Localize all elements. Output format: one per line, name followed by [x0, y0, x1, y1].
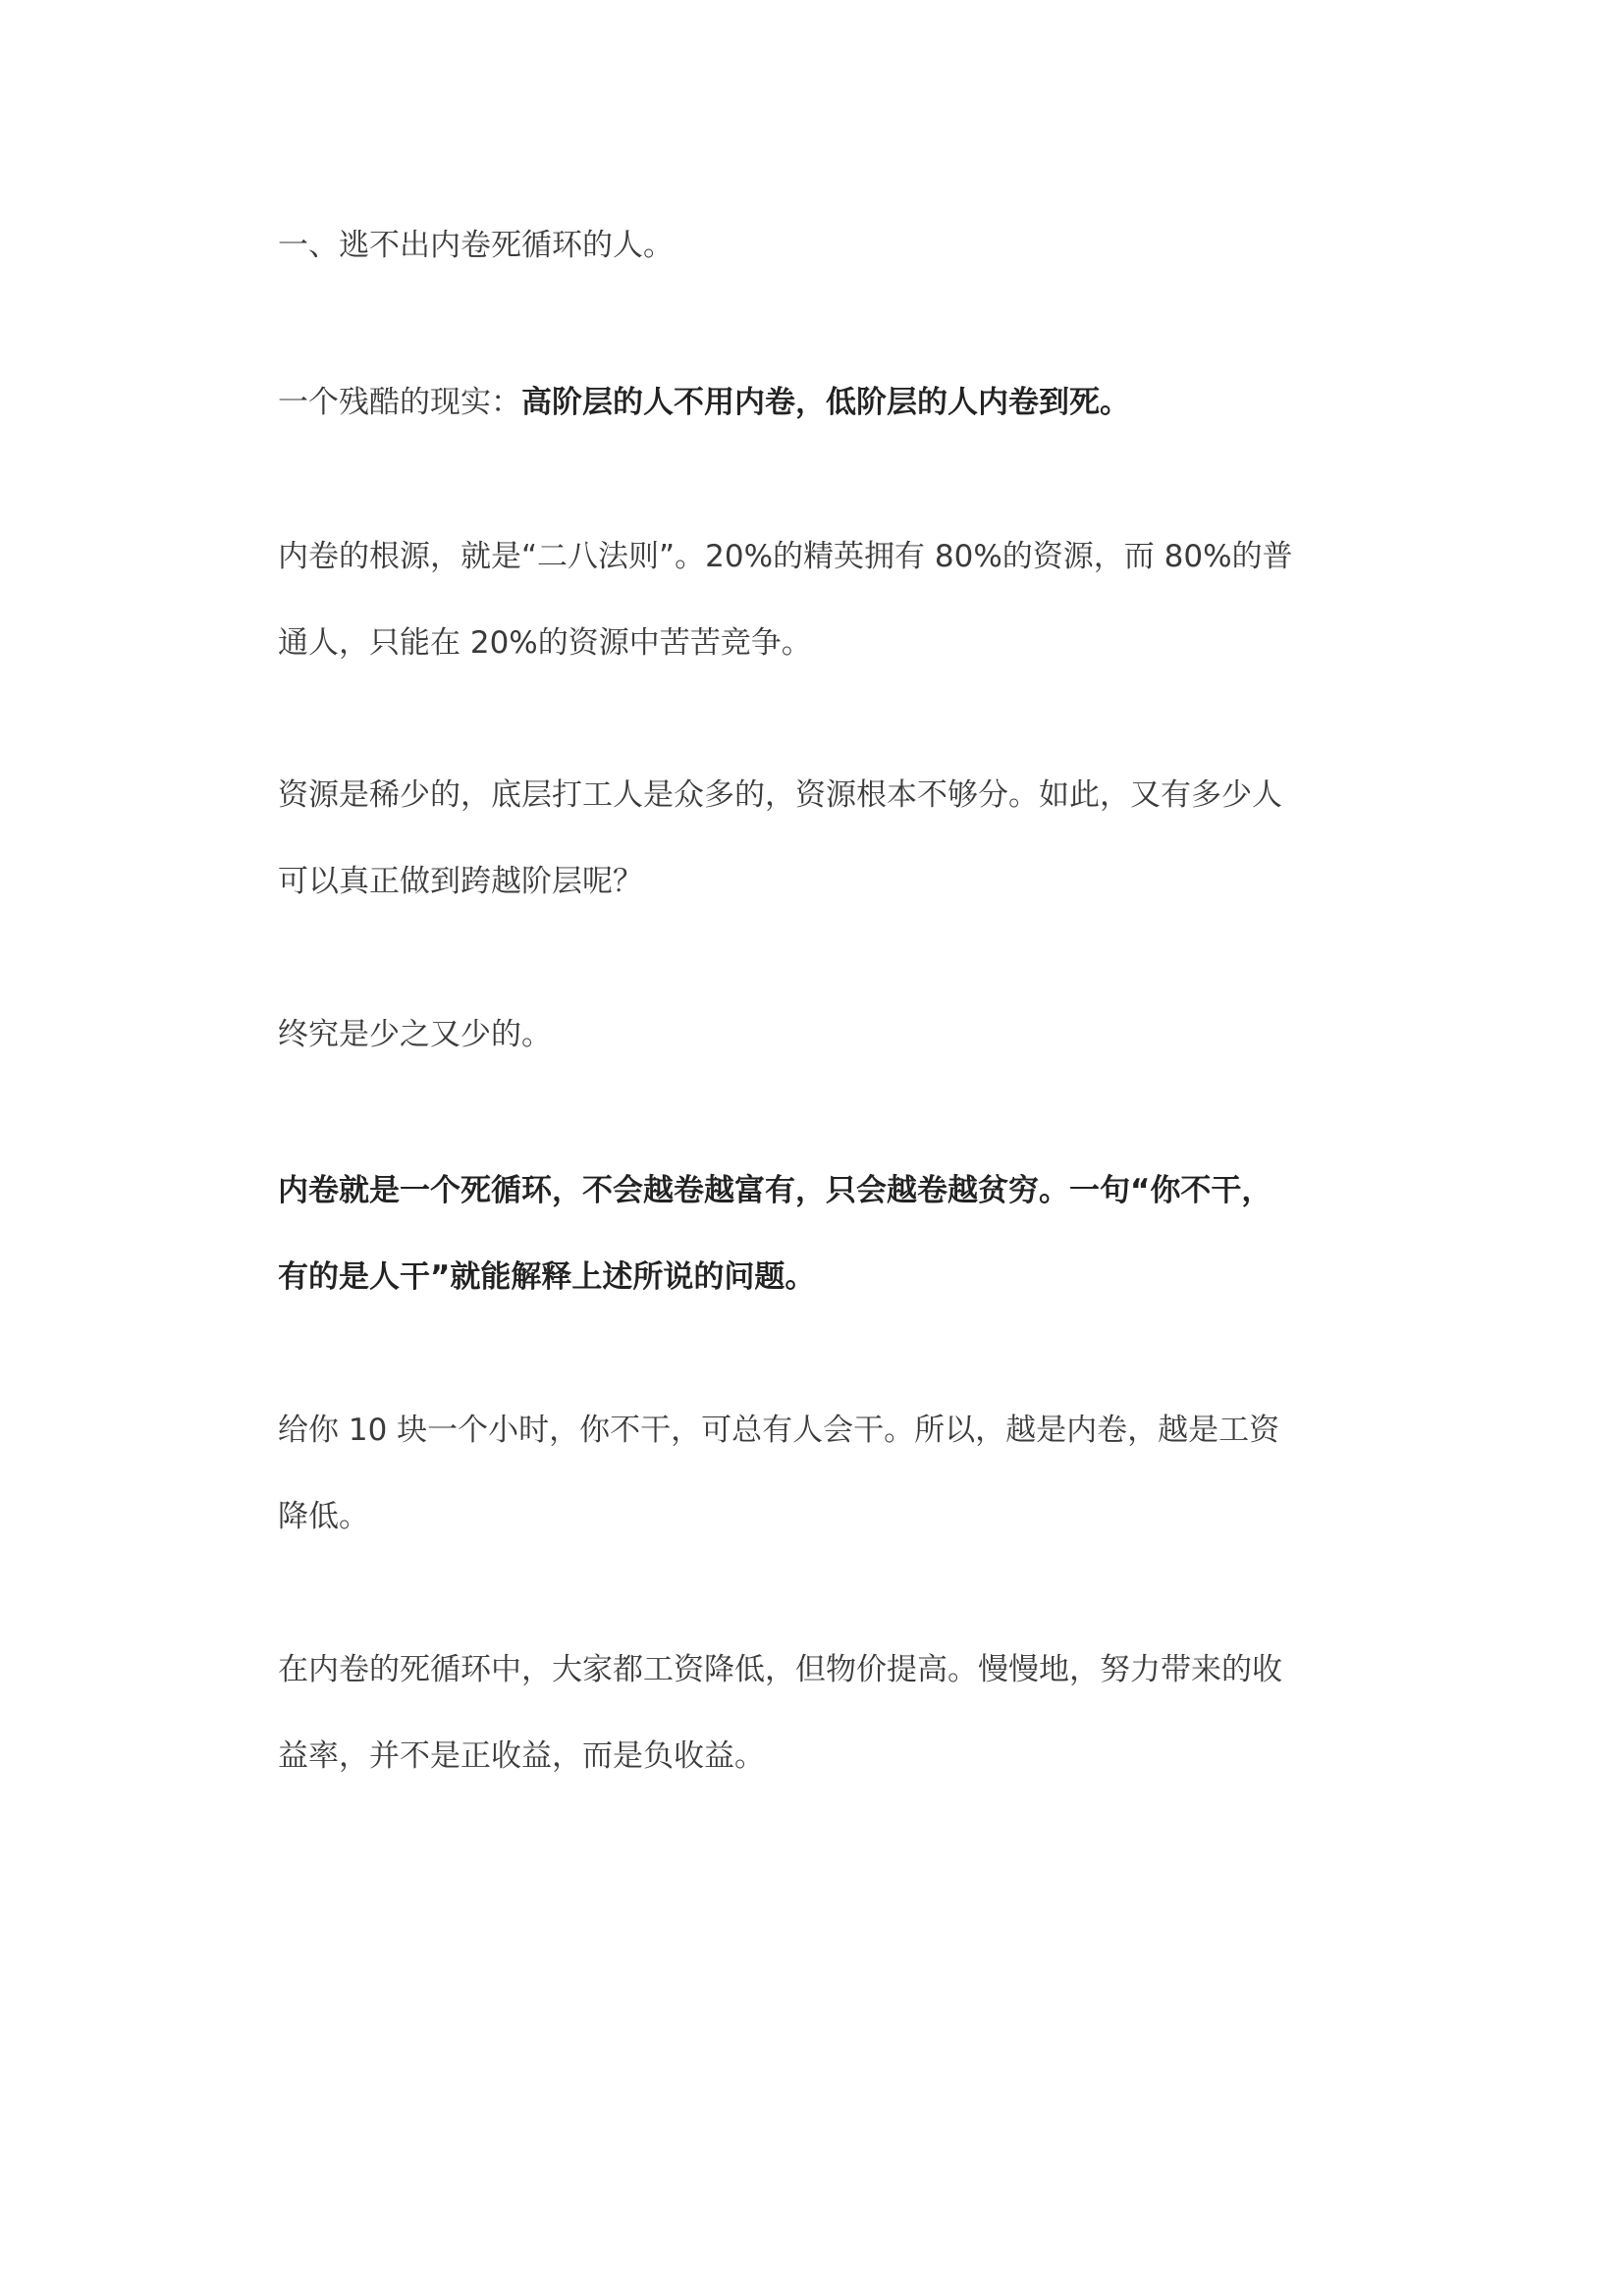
section-heading [278, 202, 1358, 289]
paragraph-few [278, 991, 1358, 1078]
paragraph-prefix: 一个残酷的现实： [278, 385, 521, 420]
paragraph-wages [278, 1387, 1358, 1560]
paragraph-line [278, 359, 1358, 446]
paragraph-line: 益率，并不是正收益，而是负收益。 [278, 1738, 765, 1774]
paragraph-line: 可以真正做到跨越阶层呢？ [278, 864, 643, 899]
paragraph-harsh-reality [278, 359, 1358, 446]
paragraph-dead-loop-bold [278, 1148, 1358, 1320]
paragraph-line: 资源是稀少的，底层打工人是众多的，资源根本不够分。如此，又有多少人 [278, 777, 1282, 813]
heading-text: 一、逃不出内卷死循环的人。 [278, 228, 674, 263]
paragraph-bold-statement: 高阶层的人不用内卷，低阶层的人内卷到死。 [521, 385, 1130, 420]
paragraph-scarce-resources [278, 752, 1358, 925]
paragraph-line: 给你 10 块一个小时，你不干，可总有人会干。所以，越是内卷，越是工资 [278, 1413, 1280, 1448]
paragraph-line: 降低。 [278, 1499, 369, 1534]
paragraph-line: 终究是少之又少的。 [278, 1017, 552, 1052]
paragraph-negative-returns [278, 1627, 1358, 1799]
paragraph-line: 内卷就是一个死循环，不会越卷越富有，只会越卷越贫穷。一句“你不干， [278, 1173, 1272, 1208]
paragraph-line: 在内卷的死循环中，大家都工资降低，但物价提高。慢慢地，努力带来的收 [278, 1652, 1282, 1687]
paragraph-line: 内卷的根源，就是“二八法则”。20%的精英拥有 80%的资源，而 80%的普 [278, 539, 1293, 574]
paragraph-line: 通人，只能在 20%的资源中苦苦竞争。 [278, 625, 812, 661]
paragraph-line: 有的是人干”就能解释上述所说的问题。 [278, 1259, 816, 1295]
paragraph-pareto [278, 513, 1358, 686]
